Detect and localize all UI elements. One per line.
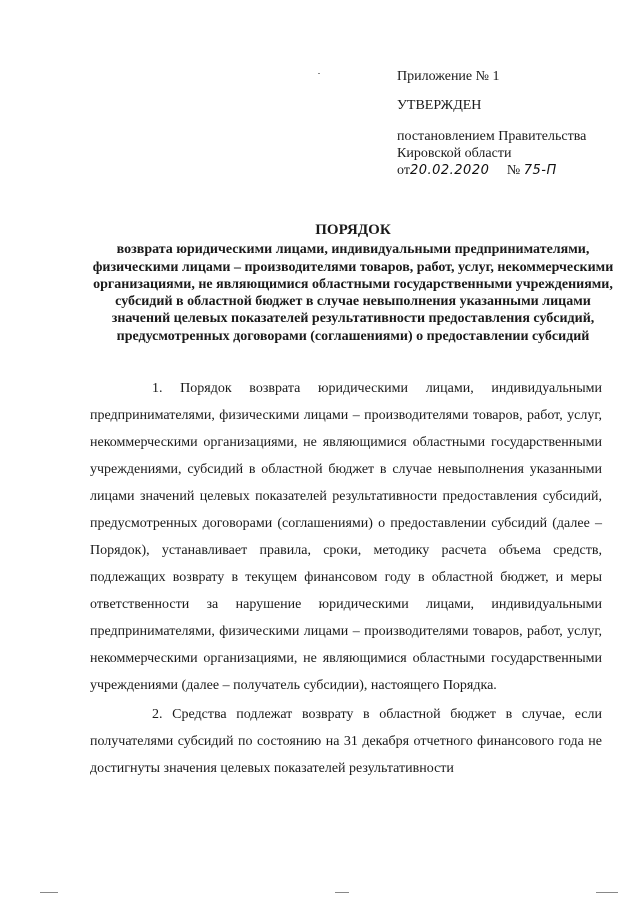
scan-speck [40, 892, 58, 893]
decree-line-1: постановлением Правительства [397, 129, 587, 144]
paragraph-2: 2. Средства подлежат возврату в областной бюджет в случае, если получателями субсидий по состоянию на 31 декабря отчетного финансового года не достигнуты значения целевых показателей результативности [90, 707, 602, 776]
title-subtitle: возврата юридическими лицами, индивидуальными предпринимателями, физическими лицами – производителями товаров, работ, услуг, некоммерческими организациями, не являющимися областными государственными учреждениями, субсидий в областной бюджет в случае невыполнения указанными лицами значений целевых показателей результативности предоставления субсидий, предусмотренных договорами (соглашениями) о предоставлении субсидий [92, 242, 614, 344]
scan-speck [318, 73, 320, 74]
document-body [90, 375, 602, 782]
handwritten-number: 75-П [523, 163, 557, 178]
handwritten-date: 20.02.2020 [409, 163, 490, 178]
approved-label: УТВЕРЖДЕН [397, 98, 482, 113]
decree-date-number [397, 162, 627, 179]
approval-header [397, 68, 627, 179]
appendix-label: Приложение № 1 [397, 69, 500, 84]
scan-speck [335, 892, 349, 893]
decree-reference [397, 128, 627, 179]
scan-speck [596, 892, 618, 893]
paragraph-1: 1. Порядок возврата юридическими лицами, индивидуальными предпринимателями, физическими лицами – производителями товаров, работ, услуг, некоммерческими организациями, не являющимися областными государственными учреждениями, субсидий в областной бюджет в случае невыполнения указанными лицами значений целевых показателей результативности предоставления субсидий, предусмотренных договорами (соглашениями) о предоставлении субсидий (далее – Порядок), устанавливает правила, сроки, методику расчета объема средств, подлежащих возврату в текущем финансовом году в областной бюджет, и меры ответственности за нарушение юридическими лицами, индивидуальными предпринимателями, физическими лицами – производителями товаров, работ, услуг, некоммерческими организациями, не являющимися областными государственными учреждениями (далее – получатель субсидии), настоящего Порядка. [90, 381, 602, 693]
decree-line-2: Кировской области [397, 146, 512, 161]
date-prefix: от [397, 163, 410, 178]
number-prefix: № [506, 163, 521, 178]
document-title [90, 222, 616, 345]
title-heading: ПОРЯДОК [315, 222, 391, 238]
